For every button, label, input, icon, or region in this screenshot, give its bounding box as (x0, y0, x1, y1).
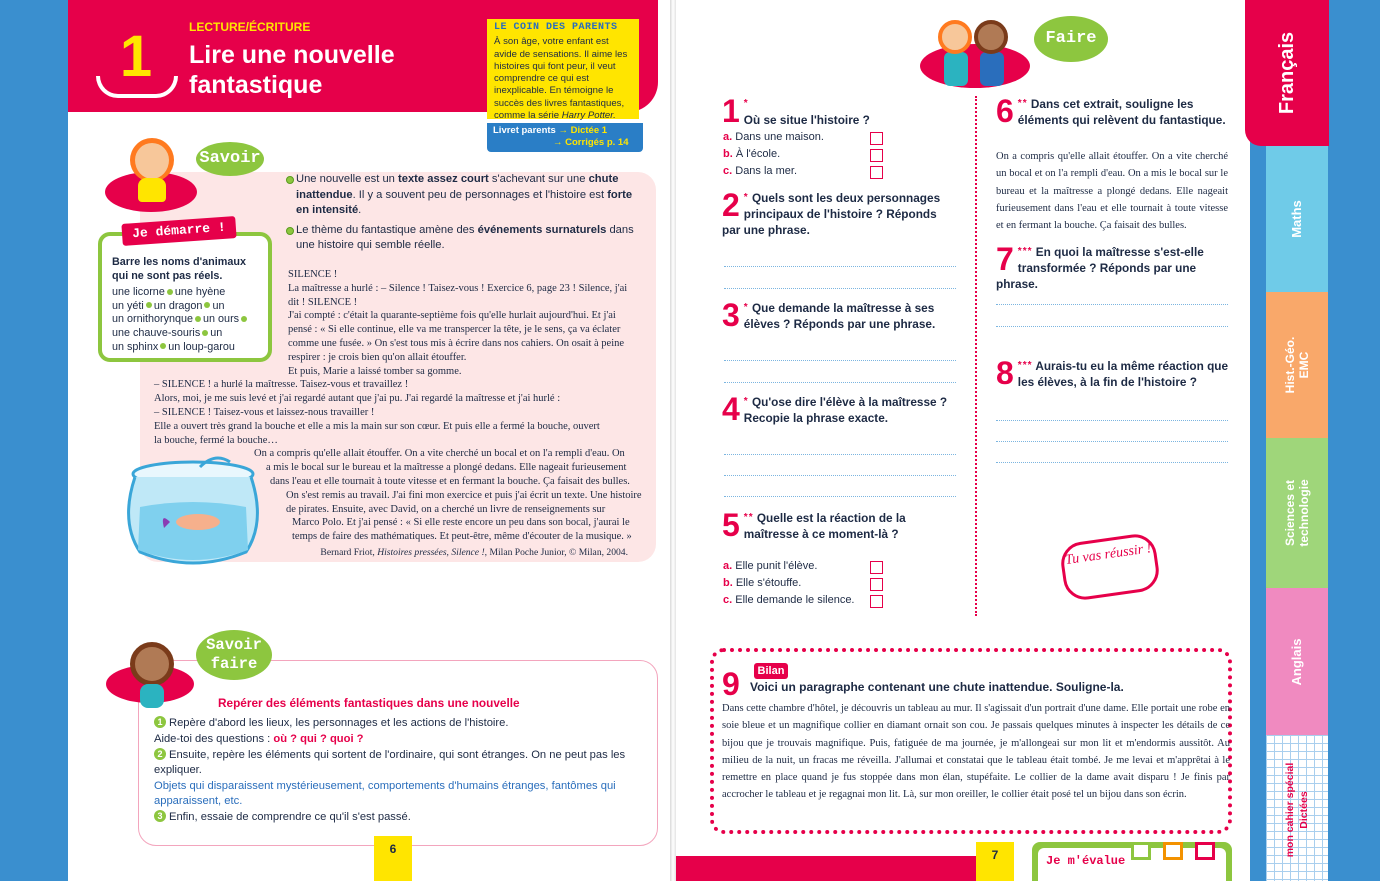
q5-option: c. Elle demande le silence. (723, 594, 855, 606)
savoir-faire-bubble: Savoir faire (196, 630, 272, 680)
animal-item[interactable]: une chauve-souris (112, 326, 201, 339)
boy-character-body (138, 178, 166, 202)
je-demarre-tag: Je démarre ! (121, 216, 236, 246)
step: 2 Ensuite, repère les éléments qui sortent de l'ordinaire, qui sont étranges. On ne peut pas les expliquer. (154, 749, 626, 776)
animal-item[interactable]: une hyène (174, 286, 226, 299)
story-source: Bernard Friot, Histoires pressées, Silence !, Milan Poche Junior, © Milan, 2004. (320, 546, 628, 558)
je-m-evalue-label: Je m'évalue (1038, 848, 1226, 881)
self-eval-box-red[interactable] (1195, 842, 1215, 860)
bullet-icon (286, 227, 294, 235)
question-1: 1 * Où se situe l'histoire ? (722, 93, 870, 129)
animal-item[interactable]: un loup-garou (168, 340, 235, 353)
step: 3 Enfin, essaie de comprendre ce qu'il s'est passé. (154, 810, 634, 825)
animal-item[interactable]: un dragon (153, 299, 203, 312)
page-number: 6 (374, 836, 412, 881)
girl-character-body (140, 684, 164, 708)
page-number: 7 (976, 842, 1014, 881)
bilan-question: Voici un paragraphe contenant une chute inattendue. Souligne-la. (750, 680, 1124, 694)
savoir-point: Le thème du fantastique amène des événements surnaturels dans une histoire qui semble réelle. (286, 223, 646, 254)
q6-excerpt[interactable]: On a compris qu'elle allait étouffer. On a vite cherché un bocal et on l'a rempli d'eau. On a mis le bocal sur le bureau et la maîtresse a plongé dedans. Elle nageait furieusement dans l'eau et elle tournait à toute vitesse et en fermant la bouche. Ça faisait des bulles. (996, 151, 1228, 232)
animal-item[interactable]: un sphinx (112, 340, 159, 353)
bullet-icon (146, 302, 152, 308)
q5-checkbox-c[interactable] (870, 595, 883, 608)
answer-line[interactable] (996, 326, 1228, 327)
q5-option: b. Elle s'étouffe. (723, 577, 802, 589)
step-1-icon: 1 (154, 716, 166, 728)
column-divider (975, 96, 977, 616)
q1-checkbox-c[interactable] (870, 166, 883, 179)
savoir-points (286, 172, 646, 258)
step-2-icon: 2 (154, 748, 166, 760)
lesson-domain: LECTURE/ÉCRITURE (189, 20, 311, 34)
tab-sciences[interactable]: Sciences et technologie (1266, 438, 1328, 588)
q1-checkbox-a[interactable] (870, 132, 883, 145)
story-text: SILENCE ! La maîtresse a hurlé : – Silence ! Taisez-vous ! Exercice 6, page 23 ! Silence, j'ai dit ! SILENCE ! J'ai compté : c'était la quarante-septième fois qu'elle hurlait aujourd'hui. Et j'ai pensé : « Si elle continue, elle va me transpercer la tête, je le sens, ça va éclater comme une fusée. » On s'est tous mis à écrire dans nos cahiers. On osait à peine respirer : je crois bien qu'on allait étouffer. Et puis, Marie a laissé tomber sa gomme. – SILENCE ! a hurlé la maîtresse. Taisez-vous et travaillez ! Alors, moi, je me suis levé et j'ai regardé autant que j'ai pu. J'ai regardé la maîtresse et j'ai hurlé : – SILENCE ! Taisez-vous et laissez-nous travailler ! Elle a ouvert très grand la bouche et elle a mis la main sur son cœur. Et puis elle a fermé la bouche, ouvert la bouche, fermé la bouche… On a compris qu'elle allait étouffer. On a vite cherché un bocal et on l'a rempli d'eau. On a mis le bocal sur le bureau et la maîtresse a plongé dedans. Elle nageait furieusement dans l'eau et elle tournait à toute vitesse et en fermant la bouche. Ça faisait des bulles. On s'est remis au travail. J'ai fini mon exercice et puis j'ai écrit un texte. Une histoire de pirates. Ensuite, avec David, on a cherché un livre de renseignements sur Marco Polo. Et j'ai pensé : « Si elle reste encore un peu dans son bocal, j'aurai le temps de faire des mathématiques. Et peut-être, même d'écouter de la musique. » Bernard Friot, Histoires pressées, Silence !, Milan Poche Junior, © Milan, 2004. (154, 268, 644, 560)
question-3: 3 * Que demande la maîtresse à ses élèves ? Réponds par une phrase. (722, 297, 936, 333)
girl-character-icon (974, 20, 1008, 54)
parents-text-italic: Harry Potter. (561, 110, 616, 122)
q5-option: a. Elle punit l'élève. (723, 560, 818, 572)
animal-item[interactable]: un yéti (112, 299, 144, 312)
answer-line[interactable] (724, 266, 956, 267)
tab-maths[interactable]: Maths (1266, 146, 1328, 292)
livret-label: Livret parents (493, 125, 556, 136)
q1-checkbox-b[interactable] (870, 149, 883, 162)
self-eval-box-green[interactable] (1131, 842, 1151, 860)
question-2: 2 * Quels sont les deux personnages principaux de l'histoire ? Réponds par une phrase. (722, 187, 941, 237)
boy-character-body (944, 52, 968, 86)
answer-line[interactable] (724, 382, 956, 383)
lesson-number-arc (96, 76, 178, 98)
animal-item[interactable]: un ornithorynque (112, 313, 194, 326)
answer-line[interactable] (996, 462, 1228, 463)
question-6: 6 ** Dans cet extrait, souligne les éléments qui relèvent du fantastique. (996, 93, 1226, 129)
je-demarre-question: Barre les noms d'animaux qui ne sont pas réels. (112, 256, 246, 282)
bullet-icon (286, 176, 294, 184)
left-page (68, 0, 670, 881)
footer-bar (676, 856, 976, 881)
animal-item[interactable]: une licorne (112, 286, 165, 299)
savoir-faire-steps (154, 716, 634, 826)
livret-dictee: Dictée 1 (570, 125, 608, 136)
savoir-faire-title: Repérer des éléments fantastiques dans une nouvelle (218, 696, 520, 710)
savoir-bubble: Savoir (196, 142, 264, 176)
livret-corriges: Corrigés p. 14 (565, 137, 629, 148)
arrow-right-icon: → (553, 137, 563, 148)
answer-line[interactable] (724, 288, 956, 289)
tab-anglais[interactable]: Anglais (1266, 588, 1328, 735)
bilan-text[interactable]: Dans cette chambre d'hôtel, je découvris un tableau au mur. Il s'agissait d'un portrait d'une dame. Elle portait une robe en soie bleue et un magnifique collier en diamant ornait son cou. Je passais quelques minutes à inspecter les détails de ce bijou que je trouvais magnifique. Puis, fatiguée de ma journée, je m'allongeai sur mon lit et m'endormis aussitôt. Au milieu de la nuit, un fracas me réveilla. J'allumai et constatai que le tableau était tombé. Je me levai et m'apprêtai à le remettre en place quand je fus stoppée dans mon élan, stupéfaite. Le collier de la dame avait disparu ! Je finis par accrocher le tableau et je regagnai mon lit. Là, sur mon oreiller, le collier était posé tel un bijou dans son écrin. (722, 703, 1230, 801)
faire-bubble: Faire (1034, 16, 1108, 62)
tab-dictees[interactable]: mon cahier spécial Dictées (1284, 762, 1310, 858)
question-4: 4 * Qu'ose dire l'élève à la maîtresse ? Recopie la phrase exacte. (722, 391, 948, 427)
q5-checkbox-a[interactable] (870, 561, 883, 574)
self-eval-box-orange[interactable] (1163, 842, 1183, 860)
right-page (676, 0, 1250, 881)
question-8: 8 *** Aurais-tu eu la même réaction que les élèves, à la fin de l'histoire ? (996, 355, 1229, 391)
step-example: Objets qui disparaissent mystérieusement, comportements d'humains étranges, fantômes qui apparaissent, etc. (154, 780, 616, 807)
step: Aide-toi des questions : où ? qui ? quoi ? (154, 733, 364, 745)
savoir-point: Une nouvelle est un texte assez court s'achevant sur une chute inattendue. Il y a souvent peu de personnages et l'histoire est forte en intensité. (286, 172, 646, 219)
step-3-icon: 3 (154, 810, 166, 822)
answer-line[interactable] (724, 496, 956, 497)
girl-character-icon (130, 642, 174, 686)
lesson-number: 1 (119, 24, 153, 89)
fishbowl-illustration (120, 452, 266, 568)
arrow-right-icon: → (558, 125, 568, 136)
girl-character-body (980, 52, 1004, 86)
question-7: 7 *** En quoi la maîtresse s'est-elle transformée ? Réponds par une phrase. (996, 241, 1204, 291)
answer-line[interactable] (996, 420, 1228, 421)
faire-pedestal (920, 44, 1030, 88)
parents-heading: LE COIN DES PARENTS (494, 22, 618, 33)
q5-checkbox-b[interactable] (870, 578, 883, 591)
answer-line[interactable] (996, 304, 1228, 305)
answer-line[interactable] (996, 441, 1228, 442)
lesson-title: Lire une nouvelle fantastique (189, 41, 395, 99)
q1-option: c. Dans la mer. (723, 165, 797, 177)
answer-line[interactable] (724, 360, 956, 361)
bilan-number: 9 (722, 666, 740, 702)
livret-reference (487, 123, 643, 152)
q1-option: a. Dans une maison. (723, 131, 824, 143)
boy-character-icon (938, 20, 972, 54)
boy-character-icon (130, 138, 174, 182)
tab-francais[interactable]: Français (1245, 0, 1329, 146)
q1-option: b. À l'école. (723, 148, 781, 160)
animal-item[interactable]: un ours (203, 313, 240, 326)
tab-hist-geo[interactable]: Hist.-Géo. EMC (1266, 292, 1328, 438)
animal-list: une licorne une hyène un yéti un dragon un un ornithorynque un ours une chauve-souris un un sphinx un loup-garou (112, 286, 258, 354)
answer-line[interactable] (724, 475, 956, 476)
parents-corner (487, 19, 639, 122)
step: 1 Repère d'abord les lieux, les personnages et les actions de l'histoire. (154, 716, 634, 731)
tu-vas-reussir-badge: Tu vas réussir ! (1058, 532, 1161, 603)
answer-line[interactable] (724, 454, 956, 455)
bilan-tag: Bilan (754, 663, 788, 679)
question-5: 5 ** Quelle est la réaction de la maîtresse à ce moment-là ? (722, 507, 906, 543)
parents-text: À son âge, votre enfant est avide de sensations. Il aime les histoires qui font peur, il veut comprendre ce qui est inexplicable. En témoigne le succès des livres fantastiques, comme la série (494, 36, 628, 122)
